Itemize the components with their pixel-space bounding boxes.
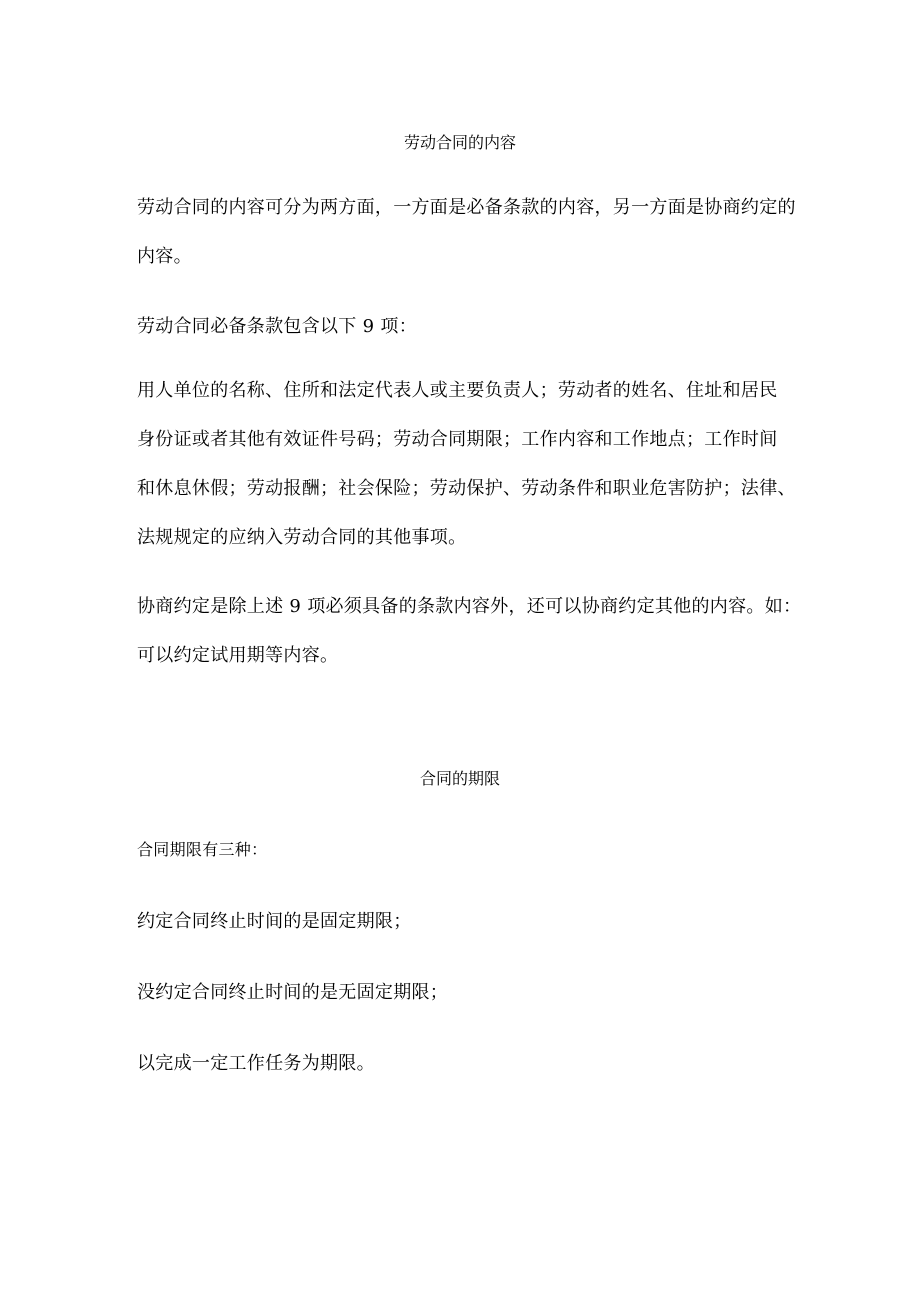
negotiated-paragraph [137, 582, 802, 680]
required-items-line-4: 法规规定的应纳入劳动合同的其他事项。 [137, 527, 467, 548]
term-type-task [137, 1039, 797, 1088]
intro-line-1: 劳动合同的内容可分为两方面，一方面是必备条款的内容，另一方面是协商约定的 [137, 197, 796, 218]
intro-paragraph [137, 183, 797, 281]
section-title-contract-term: 合同的期限 [419, 769, 500, 788]
term-intro-text: 合同期限有三种： [137, 840, 268, 859]
required-items-heading [137, 302, 797, 351]
term-intro [137, 825, 797, 874]
term-type-open-text: 没约定合同终止时间的是无固定期限； [137, 982, 449, 1003]
negotiated-line-2: 可以约定试用期等内容。 [137, 645, 339, 666]
required-items-heading-text: 劳动合同必备条款包含以下 9 项： [137, 316, 417, 337]
term-type-task-text: 以完成一定工作任务为期限。 [137, 1053, 375, 1074]
term-type-fixed-text: 约定合同终止时间的是固定期限； [137, 911, 412, 932]
required-items-line-2: 身份证或者其他有效证件号码；劳动合同期限；工作内容和工作地点；工作时间 [137, 429, 778, 450]
term-type-open [137, 968, 797, 1017]
section-title-contract-content: 劳动合同的内容 [403, 133, 516, 152]
required-items-line-1: 用人单位的名称、住所和法定代表人或主要负责人；劳动者的姓名、住址和居民 [137, 380, 778, 401]
required-items-paragraph [137, 366, 797, 562]
term-type-fixed [137, 897, 797, 946]
intro-line-2: 内容。 [137, 246, 192, 267]
required-items-line-3: 和休息休假；劳动报酬；社会保险；劳动保护、劳动条件和职业危害防护；法律、 [137, 478, 796, 499]
negotiated-line-1: 协商约定是除上述 9 项必须具备的条款内容外，还可以协商约定其他的内容。如： [137, 596, 802, 617]
